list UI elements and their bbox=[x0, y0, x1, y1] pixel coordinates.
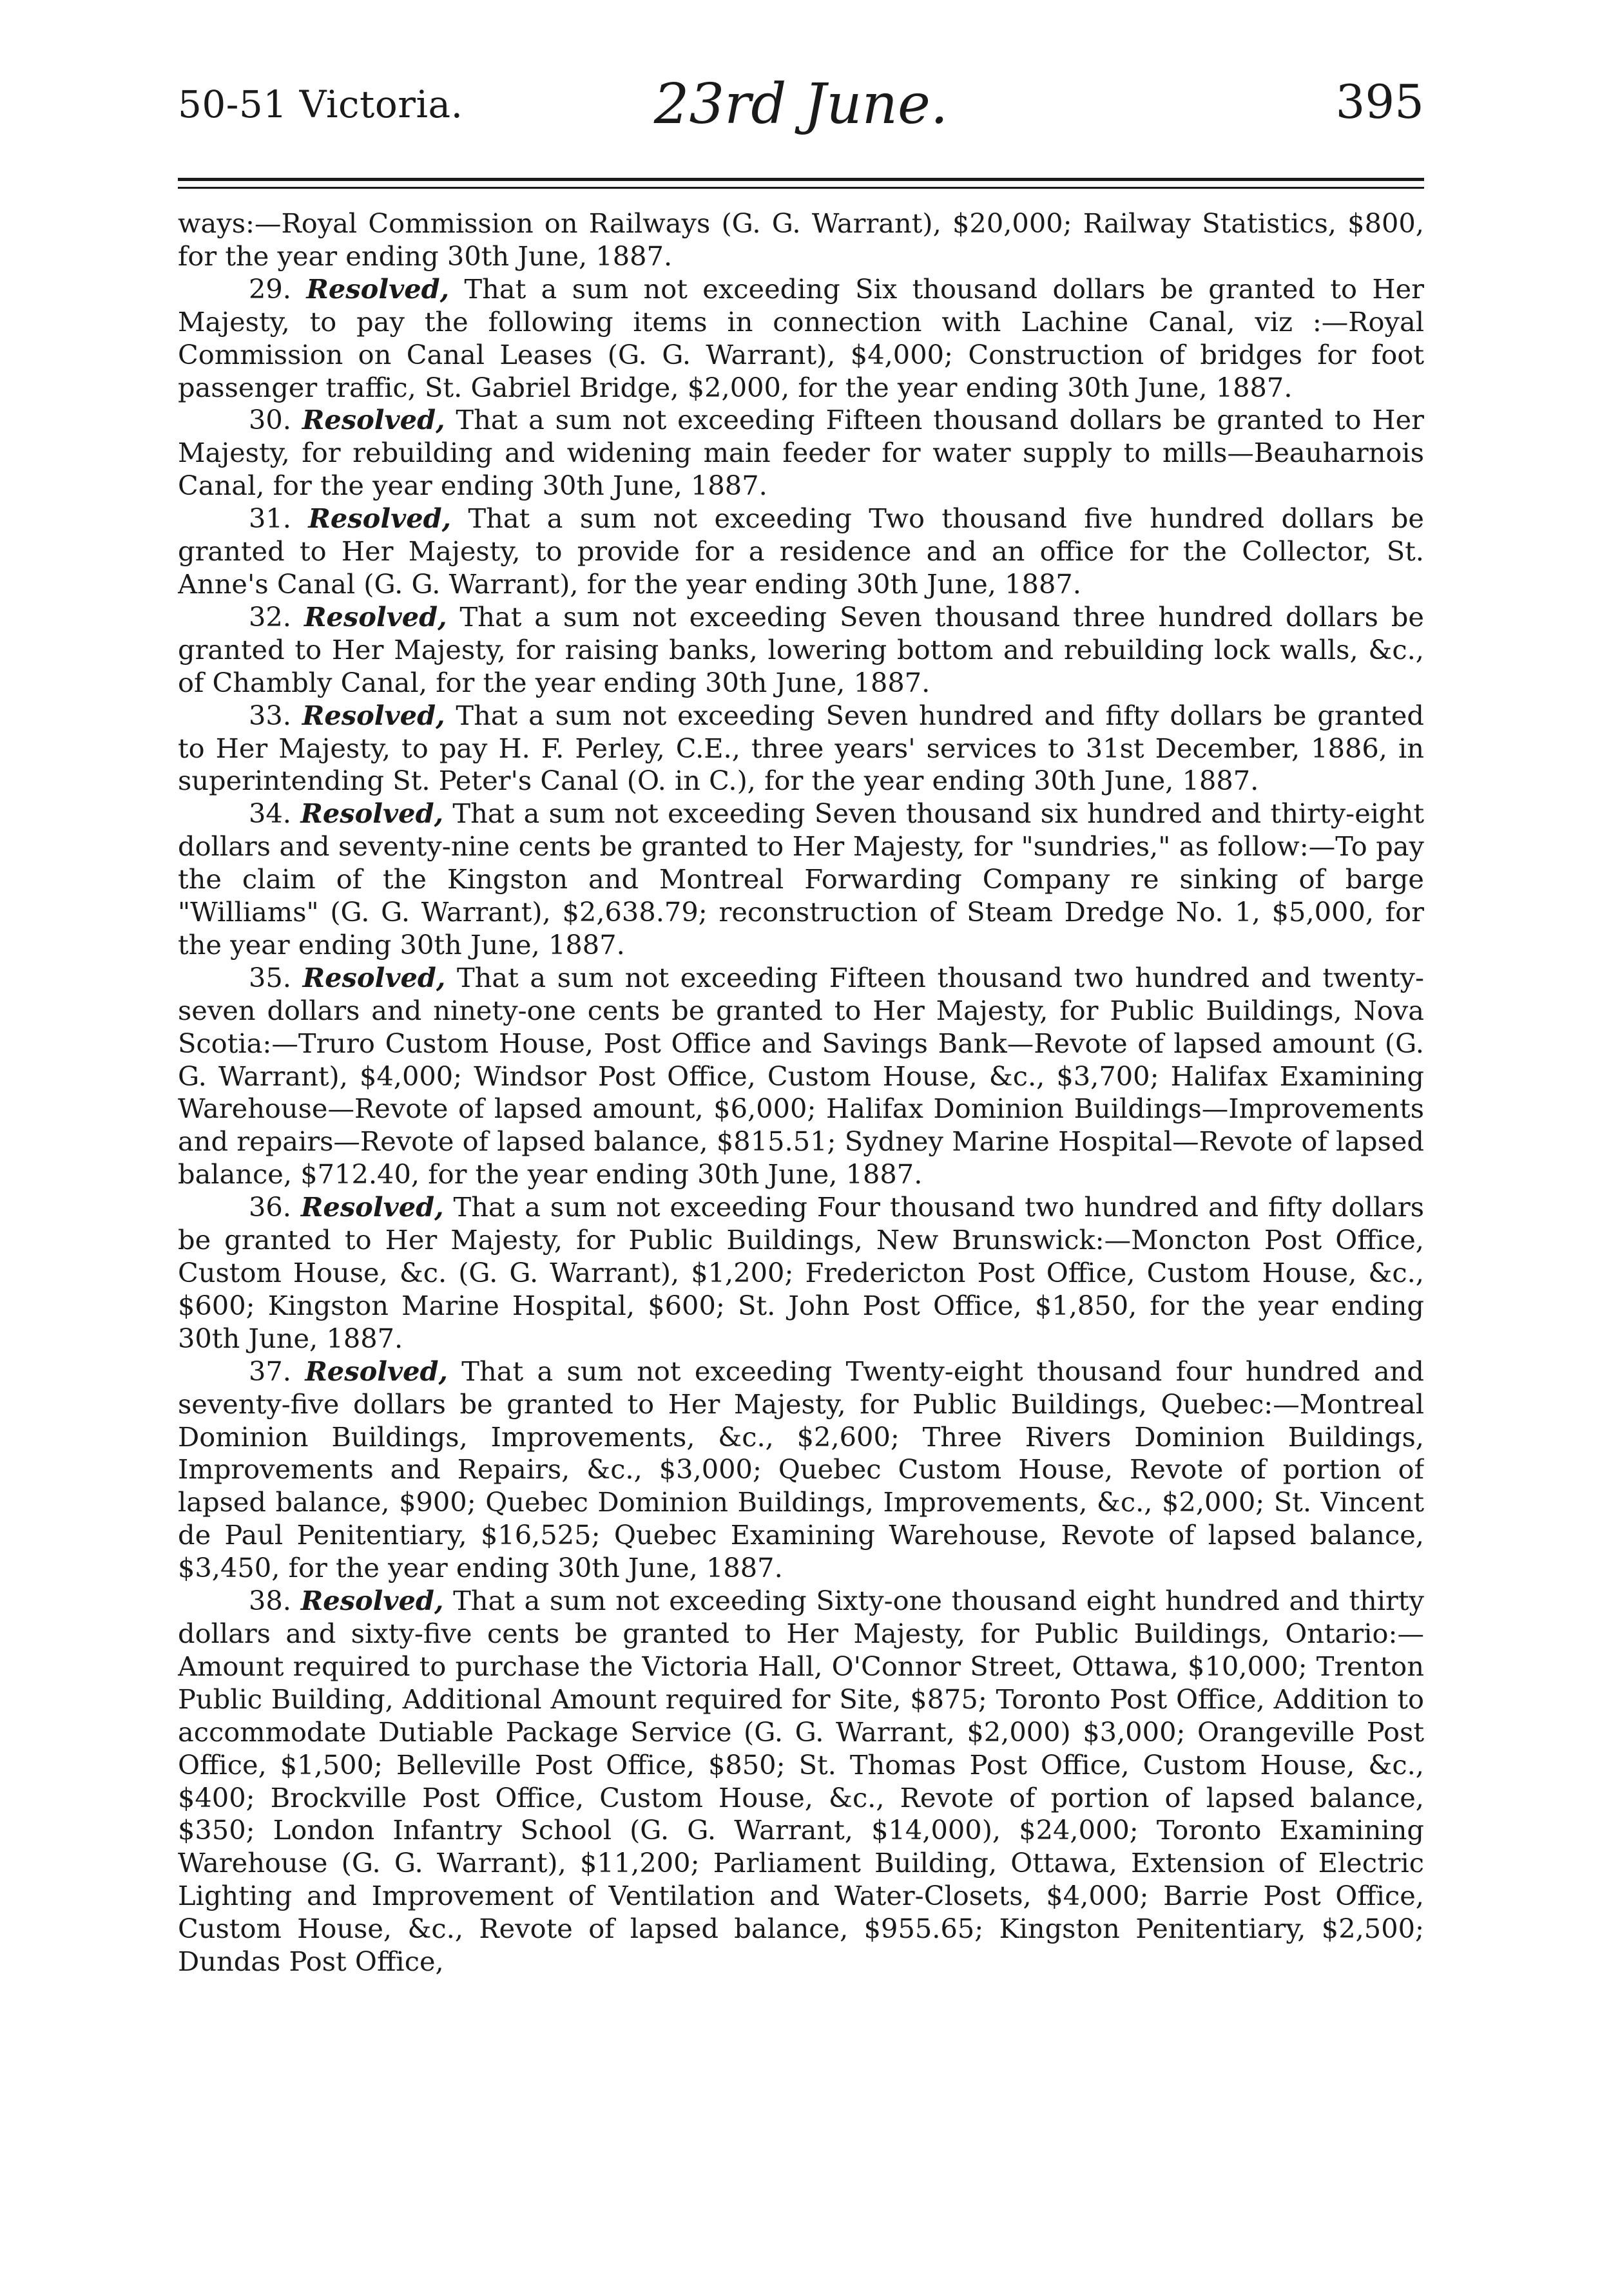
page-header bbox=[178, 72, 1424, 143]
resolved-word: Resolved, bbox=[304, 600, 447, 633]
paragraph-continued bbox=[178, 207, 1424, 273]
resolution-number: 38. bbox=[249, 1585, 291, 1617]
resolution-number: 30. bbox=[249, 404, 291, 436]
resolution-38 bbox=[178, 1585, 1424, 1978]
resolution-text: That a sum not exceeding Fifteen thousand two hundred and twenty-seven dollars and ninety-one cents be granted to Her Majesty, for Public Buildings, Nova Scotia:—Truro Custom House, Post Office and Savings Bank—Revote of lapsed amount (G. G. Warrant), $4,000; Windsor Post Office, Custom House, &c., $3,700; Halifax Examining Warehouse—Revote of lapsed amount, $6,000; Halifax Dominion Buildings—Improvements and repairs—Revote of lapsed balance, $815.51; Sydney Marine Hospital—Revote of lapsed balance, $712.40, for the year ending 30th June, 1887. bbox=[178, 961, 1424, 1191]
resolved-word: Resolved, bbox=[305, 1355, 448, 1387]
resolution-text: That a sum not exceeding Seven hundred and fifty dollars be granted to Her Majesty, to pay H. F. Perley, C.E., three years' services to 31st December, 1886, in superintending St. Peter's Canal (O. in C.), for the year ending 30th June, 1887. bbox=[178, 699, 1424, 797]
resolution-33 bbox=[178, 700, 1424, 798]
resolution-number: 36. bbox=[249, 1191, 291, 1223]
resolution-text: That a sum not exceeding Sixty-one thousand eight hundred and thirty dollars and sixty-five cents be granted to Her Majesty, for Public Buildings, Ontario:—Amount required to purchase the Victoria Hall, O'Connor Street, Ottawa, $10,000; Trenton Public Building, Additional Amount required for Site, $875; Toronto Post Office, Addition to accommodate Dutiable Package Service (G. G. Warrant, $2,000) $3,000; Orangeville Post Office, $1,500; Belleville Post Office, $850; St. Thomas Post Office, Custom House, &c., $400; Brockville Post Office, Custom House, &c., Revote of portion of lapsed balance, $350; London Infantry School (G. G. Warrant, $14,000), $24,000; Toronto Examining Warehouse (G. G. Warrant), $11,200; Parliament Building, Ottawa, Extension of Electric Lighting and Improvement of Ventilation and Water-Closets, $4,000; Barrie Post Office, Custom House, &c., Revote of lapsed balance, $955.65; Kingston Penitentiary, $2,500; Dundas Post Office, bbox=[178, 1585, 1424, 1978]
resolution-29 bbox=[178, 273, 1424, 405]
resolution-31 bbox=[178, 502, 1424, 601]
page-number: 395 bbox=[1335, 75, 1424, 129]
resolution-text: That a sum not exceeding Seven thousand six hundred and thirty-eight dollars and seventy-nine cents be granted to Her Majesty, for "sundries," as follow:—To pay the claim of the Kingston and Montreal Forwarding Company re sinking of barge "Williams" (G. G. Warrant), $2,638.79; reconstruction of Steam Dredge No. 1, $5,000, for the year ending 30th June, 1887. bbox=[178, 798, 1424, 961]
resolved-word: Resolved, bbox=[302, 404, 445, 436]
resolution-text: That a sum not exceeding Six thousand dollars be granted to Her Majesty, to pay the following items in connection with Lachine Canal, viz :—Royal Commission on Canal Leases (G. G. Warrant), $4,000; Construction of bridges for foot passenger traffic, St. Gabriel Bridge, $2,000, for the year ending 30th June, 1887. bbox=[178, 273, 1424, 403]
resolution-text: That a sum not exceeding Two thousand five hundred dollars be granted to Her Majesty, to provide for a residence and an office for the Collector, St. Anne's Canal (G. G. Warrant), for the year ending 30th June, 1887. bbox=[178, 502, 1424, 600]
header-rule-thick bbox=[178, 178, 1424, 181]
resolution-32 bbox=[178, 601, 1424, 700]
resolution-text: That a sum not exceeding Seven thousand three hundred dollars be granted to Her Majesty, for raising banks, lowering bottom and rebuilding lock walls, &c., of Chambly Canal, for the year ending 30th June, 1887. bbox=[178, 600, 1424, 698]
resolved-word: Resolved, bbox=[308, 502, 452, 535]
resolved-word: Resolved, bbox=[306, 273, 450, 305]
resolution-35 bbox=[178, 962, 1424, 1191]
paragraph-text: ways:—Royal Commission on Railways (G. G. Warrant), $20,000; Railway Statistics, $800, for the year ending 30th June, 1887. bbox=[178, 207, 1424, 272]
resolution-text: That a sum not exceeding Four thousand two hundred and fifty dollars be granted to Her Majesty, for Public Buildings, New Brunswick:—Moncton Post Office, Custom House, &c. (G. G. Warrant), $1,200; Fredericton Post Office, Custom House, &c., $600; Kingston Marine Hospital, $600; St. John Post Office, $1,850, for the year ending 30th June, 1887. bbox=[178, 1191, 1424, 1354]
resolution-number: 33. bbox=[249, 699, 291, 731]
body-text bbox=[178, 207, 1424, 1978]
resolution-number: 29. bbox=[249, 273, 291, 305]
resolution-number: 35. bbox=[249, 961, 291, 993]
resolved-word: Resolved, bbox=[302, 961, 446, 993]
resolved-word: Resolved, bbox=[300, 1191, 444, 1223]
resolution-number: 37. bbox=[249, 1355, 291, 1387]
header-rule-thin bbox=[178, 187, 1424, 189]
resolution-number: 31. bbox=[249, 502, 291, 535]
resolved-word: Resolved, bbox=[302, 699, 445, 731]
resolution-text: That a sum not exceeding Fifteen thousand dollars be granted to Her Majesty, for rebuilding and widening main feeder for water supply to mills—Beauharnois Canal, for the year ending 30th June, 1887. bbox=[178, 404, 1424, 502]
resolution-text: That a sum not exceeding Twenty-eight thousand four hundred and seventy-five dollars be granted to Her Majesty, for Public Buildings, Quebec:—Montreal Dominion Buildings, Improvements, &c., $2,600; Three Rivers Dominion Buildings, Improvements and Repairs, &c., $3,000; Quebec Custom House, Revote of portion of lapsed balance, $900; Quebec Dominion Buildings, Improvements, &c., $2,000; St. Vincent de Paul Penitentiary, $16,525; Quebec Examining Warehouse, Revote of lapsed balance, $3,450, for the year ending 30th June, 1887. bbox=[178, 1355, 1424, 1584]
resolution-30 bbox=[178, 404, 1424, 502]
resolution-number: 32. bbox=[249, 600, 291, 633]
resolved-word: Resolved, bbox=[300, 798, 444, 830]
resolution-34 bbox=[178, 798, 1424, 962]
resolution-36 bbox=[178, 1191, 1424, 1355]
resolution-number: 34. bbox=[249, 798, 291, 830]
date-heading: 23rd June. bbox=[653, 72, 949, 137]
resolved-word: Resolved, bbox=[300, 1585, 444, 1617]
resolution-37 bbox=[178, 1355, 1424, 1585]
session-label: 50-51 Victoria. bbox=[178, 82, 463, 126]
